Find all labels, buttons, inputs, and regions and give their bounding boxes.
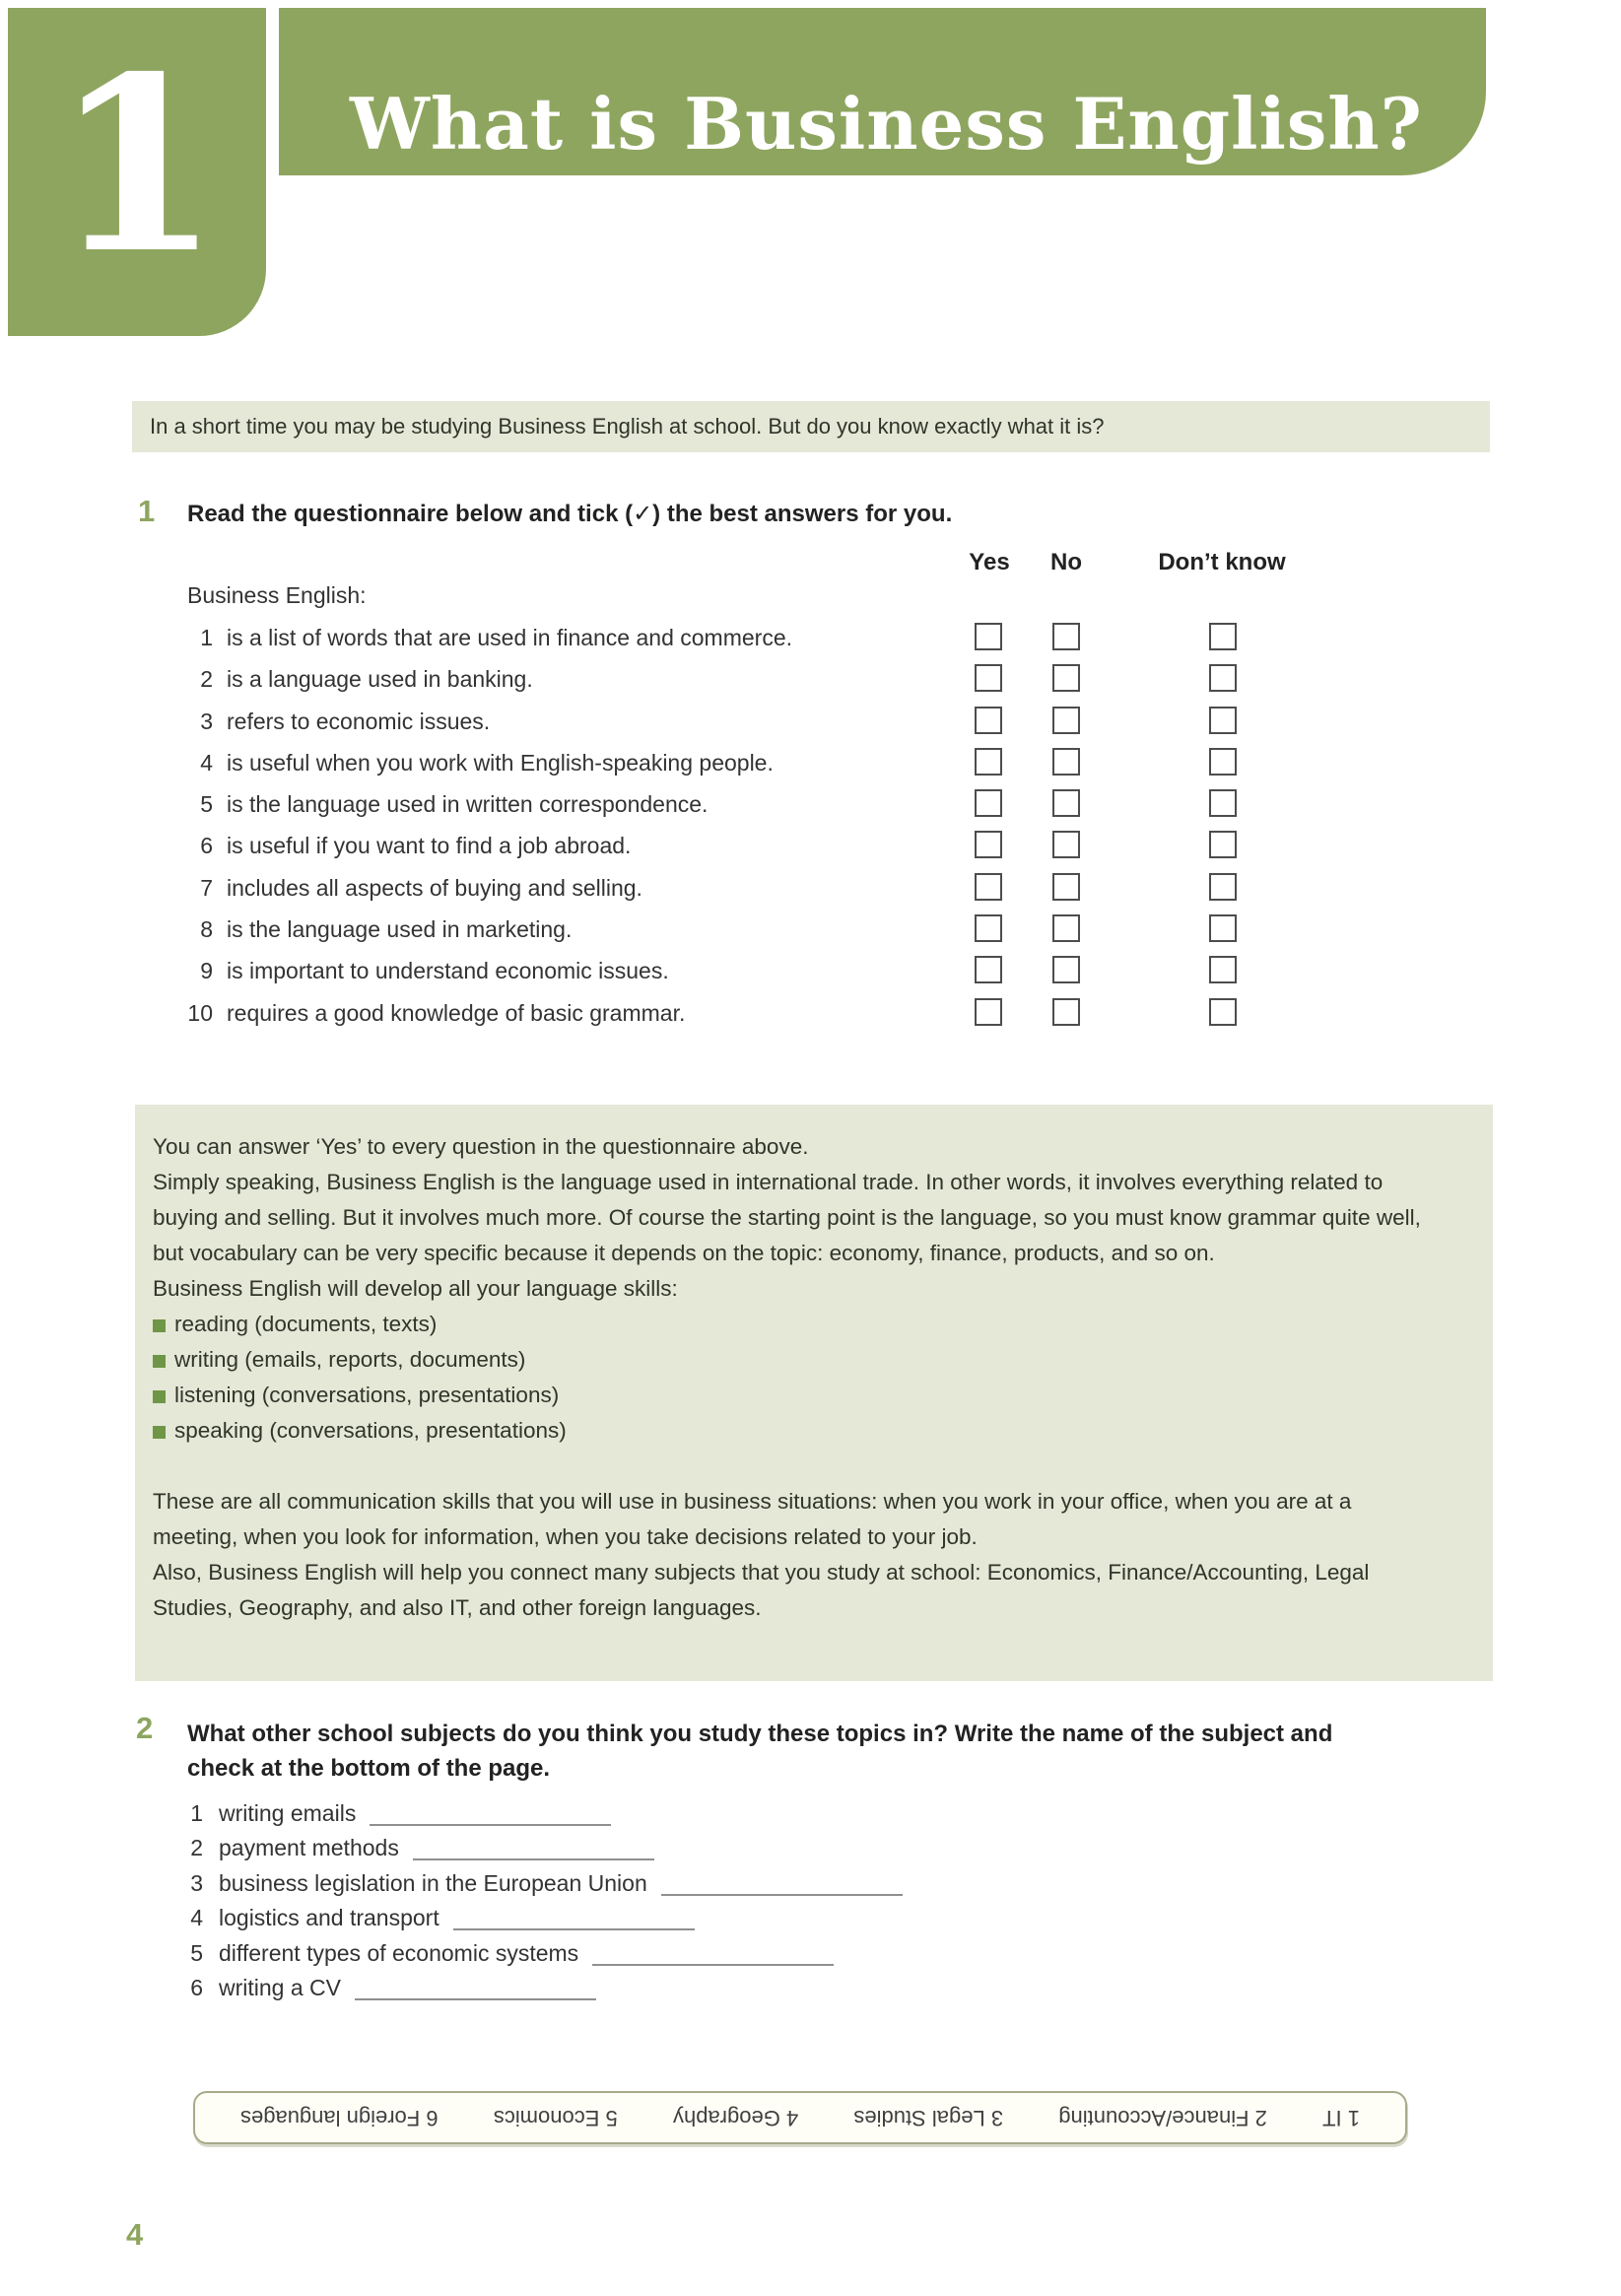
item-number: 9 (200, 958, 213, 984)
item-text: requires a good knowledge of basic grammar. (227, 999, 686, 1026)
item-number: 4 (200, 749, 213, 776)
item-text: is useful if you want to find a job abroad. (227, 833, 632, 859)
intro-text: In a short time you may be studying Business English at school. But do you know exactly what it is? (150, 414, 1105, 439)
skills-bullet-text: speaking (conversations, presentations) (174, 1418, 567, 1443)
square-bullet-icon (153, 1390, 166, 1403)
checkbox-dont-know[interactable] (1209, 873, 1237, 901)
item-text: refers to economic issues. (227, 708, 491, 734)
checkbox-yes[interactable] (975, 664, 1002, 692)
subjects-list-row (0, 1939, 1621, 1974)
unit-number: 1 (53, 23, 221, 306)
checkbox-dont-know[interactable] (1209, 707, 1237, 734)
info-paragraph-2: Simply speaking, Business English is the language used in international trade. In other words, it involves everything related to buying and selling. But it involves much more. Of course the starting point is the language, so you must know grammar quite well, but vocabulary can be very specific because it depends on the topic: economy, finance, products, and so on. (153, 1170, 1421, 1265)
info-paragraph-5: Also, Business English will help you connect many subjects that you study at school: Economics, Finance/Accounting, Legal Studies, Geography, and also IT, and other foreign languages. (153, 1560, 1370, 1620)
checkbox-yes[interactable] (975, 789, 1002, 817)
item-text: is the language used in marketing. (227, 916, 573, 943)
square-bullet-icon (153, 1426, 166, 1439)
item-number: 5 (200, 791, 213, 818)
checkbox-dont-know[interactable] (1209, 789, 1237, 817)
answer-key-strip (193, 2091, 1407, 2144)
topic-label: logistics and transport (219, 1905, 439, 1931)
item-text: is the language used in written correspondence. (227, 791, 709, 818)
questionnaire-row (0, 747, 1621, 788)
item-text (219, 1834, 654, 1861)
questionnaire-row (0, 997, 1621, 1039)
checkbox-no[interactable] (1052, 664, 1080, 692)
skills-bullet-list (153, 1307, 1453, 1449)
answer-blank-line[interactable] (413, 1857, 654, 1860)
item-text: is a language used in banking. (227, 666, 533, 693)
skills-bullet-item (153, 1413, 1453, 1449)
column-header: Don’t know (1158, 549, 1286, 575)
subjects-list-row (0, 1974, 1621, 2008)
subjects-list-row (0, 1799, 1621, 1834)
questionnaire-row (0, 872, 1621, 913)
square-bullet-icon (153, 1319, 166, 1332)
page-number: 4 (126, 2217, 144, 2252)
questionnaire-row (0, 663, 1621, 705)
subjects-list (0, 1799, 1621, 2008)
checkbox-yes[interactable] (975, 873, 1002, 901)
checkbox-yes[interactable] (975, 914, 1002, 942)
checkbox-yes[interactable] (975, 707, 1002, 734)
checkbox-yes[interactable] (975, 623, 1002, 650)
checkbox-no[interactable] (1052, 831, 1080, 858)
item-number: 5 (190, 1939, 203, 1966)
item-number: 10 (187, 999, 213, 1026)
answer-key-entry: 5 Economics (493, 2106, 618, 2130)
checkbox-dont-know[interactable] (1209, 831, 1237, 858)
topic-label: writing emails (219, 1800, 357, 1826)
checkbox-no[interactable] (1052, 623, 1080, 650)
answer-blank-line[interactable] (661, 1893, 903, 1896)
item-number: 6 (190, 1974, 203, 2000)
skills-bullet-item (153, 1307, 1453, 1342)
answer-key-entry: 1 IT (1322, 2106, 1360, 2130)
intro-strip (132, 401, 1490, 452)
skills-bullet-text: listening (conversations, presentations) (174, 1383, 560, 1407)
checkbox-yes[interactable] (975, 748, 1002, 776)
answer-key-entry: 4 Geography (672, 2106, 799, 2130)
questionnaire-row (0, 622, 1621, 663)
item-number: 3 (190, 1869, 203, 1896)
checkbox-no[interactable] (1052, 998, 1080, 1026)
questionnaire-row (0, 788, 1621, 830)
spacer (153, 1449, 1453, 1484)
answer-blank-line[interactable] (453, 1927, 695, 1930)
item-number: 2 (190, 1835, 203, 1861)
exercise2-instruction-line2: check at the bottom of the page. (187, 1755, 551, 1782)
questionnaire-row (0, 913, 1621, 955)
exercise2-instruction-line1: What other school subjects do you think you study these topics in? Write the name of the subject and (187, 1721, 1333, 1747)
item-number: 4 (190, 1905, 203, 1931)
checkbox-dont-know[interactable] (1209, 664, 1237, 692)
item-text: includes all aspects of buying and selling. (227, 874, 642, 901)
topic-label: business legislation in the European Union (219, 1869, 647, 1896)
column-header: Yes (969, 549, 1010, 575)
answer-key-flipped-row (195, 2093, 1405, 2142)
skills-bullet-item (153, 1378, 1453, 1413)
checkbox-dont-know[interactable] (1209, 956, 1237, 983)
item-text (219, 1939, 834, 1967)
info-paragraph-1: You can answer ‘Yes’ to every question in the questionnaire above. (153, 1134, 809, 1159)
answer-blank-line[interactable] (355, 1997, 596, 2000)
questionnaire-row (0, 706, 1621, 747)
item-number: 2 (200, 666, 213, 693)
checkbox-dont-know[interactable] (1209, 623, 1237, 650)
questionnaire-column-headers (0, 549, 1621, 576)
item-number: 6 (200, 833, 213, 859)
checkbox-no[interactable] (1052, 789, 1080, 817)
checkbox-no[interactable] (1052, 707, 1080, 734)
questionnaire-lead: Business English: (187, 582, 367, 608)
item-number: 7 (200, 874, 213, 901)
subjects-list-row (0, 1904, 1621, 1938)
item-text: is a list of words that are used in finance and commerce. (227, 625, 793, 650)
item-number: 1 (200, 625, 213, 650)
unit-number-block (8, 8, 266, 336)
skills-bullet-text: reading (documents, texts) (174, 1312, 438, 1336)
checkbox-no[interactable] (1052, 956, 1080, 983)
exercise1-instruction: Read the questionnaire below and tick (✓) the best answers for you. (187, 501, 953, 527)
answer-key-entry: 2 Finance/Accounting (1058, 2106, 1267, 2130)
topic-label: payment methods (219, 1835, 399, 1861)
checkbox-no[interactable] (1052, 914, 1080, 942)
topic-label: different types of economic systems (219, 1939, 579, 1966)
chapter-title-banner (279, 8, 1486, 175)
page-title: What is Business English? (350, 82, 1423, 166)
questionnaire (0, 622, 1621, 1039)
item-text: is important to understand economic issues. (227, 958, 669, 984)
exercise1-number: 1 (138, 494, 156, 528)
item-text (219, 1869, 903, 1897)
subjects-list-row (0, 1869, 1621, 1904)
checkbox-dont-know[interactable] (1209, 914, 1237, 942)
answer-blank-line[interactable] (592, 1963, 834, 1966)
checkbox-yes[interactable] (975, 998, 1002, 1026)
checkbox-dont-know[interactable] (1209, 748, 1237, 776)
checkbox-no[interactable] (1052, 748, 1080, 776)
checkbox-yes[interactable] (975, 831, 1002, 858)
questionnaire-row (0, 830, 1621, 871)
item-text (219, 1974, 596, 2001)
skills-bullet-item (153, 1342, 1453, 1378)
checkbox-no[interactable] (1052, 873, 1080, 901)
item-text: is useful when you work with English-speaking people. (227, 749, 774, 776)
info-paragraph-3: Business English will develop all your language skills: (153, 1276, 678, 1301)
checkbox-yes[interactable] (975, 956, 1002, 983)
subjects-list-row (0, 1834, 1621, 1868)
topic-label: writing a CV (219, 1974, 341, 2000)
square-bullet-icon (153, 1355, 166, 1368)
questionnaire-row (0, 955, 1621, 996)
answer-key-entry: 3 Legal Studies (853, 2106, 1004, 2130)
checkbox-dont-know[interactable] (1209, 998, 1237, 1026)
info-paragraph-4: These are all communication skills that you will use in business situations: when you work in your office, when you are at a meeting, when you look for information, when you take decisions related to your job. (153, 1489, 1352, 1549)
skills-bullet-text: writing (emails, reports, documents) (174, 1347, 526, 1372)
exercise2-instruction (187, 1717, 1332, 1786)
item-text (219, 1799, 611, 1827)
answer-key-entry: 6 Foreign languages (240, 2106, 439, 2130)
item-number: 1 (190, 1800, 203, 1826)
item-text (219, 1904, 695, 1931)
item-number: 8 (200, 916, 213, 943)
item-number: 3 (200, 708, 213, 734)
column-header: No (1050, 549, 1082, 575)
exercise2-number: 2 (136, 1711, 154, 1745)
explanation-box (135, 1105, 1493, 1681)
answer-blank-line[interactable] (370, 1823, 611, 1826)
